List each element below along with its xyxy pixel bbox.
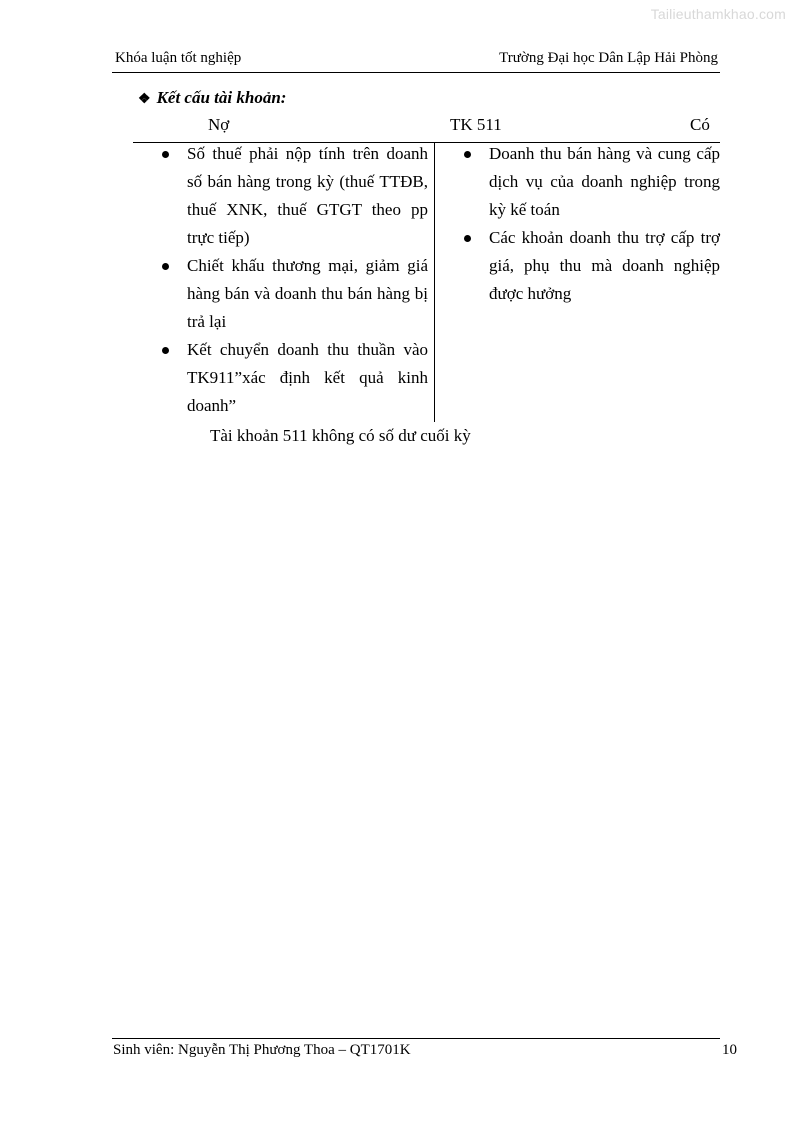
watermark: Tailieuthamkhao.com — [650, 6, 786, 22]
debit-column-label: Nợ — [208, 115, 230, 134]
credit-items-list — [462, 140, 720, 308]
footer-student-info: Sinh viên: Nguyễn Thị Phương Thoa – QT1701K — [113, 1042, 411, 1058]
credit-item-text: Doanh thu bán hàng và cung cấp dịch vụ của doanh nghiệp trong kỳ kế toán — [489, 144, 720, 219]
debit-item — [160, 140, 428, 252]
diamond-bullet-icon: ❖ — [138, 92, 151, 107]
credit-item — [462, 140, 720, 224]
header-divider — [112, 72, 720, 73]
debit-item — [160, 252, 428, 336]
bullet-icon — [162, 263, 169, 270]
account-name-label: TK 511 — [450, 115, 502, 134]
debit-item-text: Chiết khấu thương mại, giảm giá hàng bán và doanh thu bán hàng bị trả lại — [187, 256, 428, 331]
section-heading — [138, 88, 286, 108]
balance-note: Tài khoản 511 không có số dư cuối kỳ — [210, 426, 471, 445]
t-account-vertical-line — [434, 142, 435, 422]
bullet-icon — [162, 151, 169, 158]
bullet-icon — [464, 235, 471, 242]
credit-item — [462, 224, 720, 308]
debit-items-list — [160, 140, 428, 420]
debit-item-text: Kết chuyển doanh thu thuần vào TK911”xác định kết quả kinh doanh” — [187, 340, 428, 415]
debit-item — [160, 336, 428, 420]
bullet-icon — [162, 347, 169, 354]
page-number: 10 — [722, 1042, 737, 1058]
header-thesis-label: Khóa luận tốt nghiệp — [115, 50, 242, 66]
header-university-name: Trường Đại học Dân Lập Hải Phòng — [499, 50, 718, 66]
debit-item-text: Số thuế phải nộp tính trên doanh số bán hàng trong kỳ (thuế TTĐB, thuế XNK, thuế GTGT theo pp trực tiếp) — [187, 144, 428, 247]
footer-divider — [112, 1038, 720, 1039]
credit-item-text: Các khoản doanh thu trợ cấp trợ giá, phụ thu mà doanh nghiệp được hưởng — [489, 228, 720, 303]
bullet-icon — [464, 151, 471, 158]
credit-column-label: Có — [690, 115, 710, 134]
section-heading-text: Kết cấu tài khoản: — [156, 88, 287, 107]
